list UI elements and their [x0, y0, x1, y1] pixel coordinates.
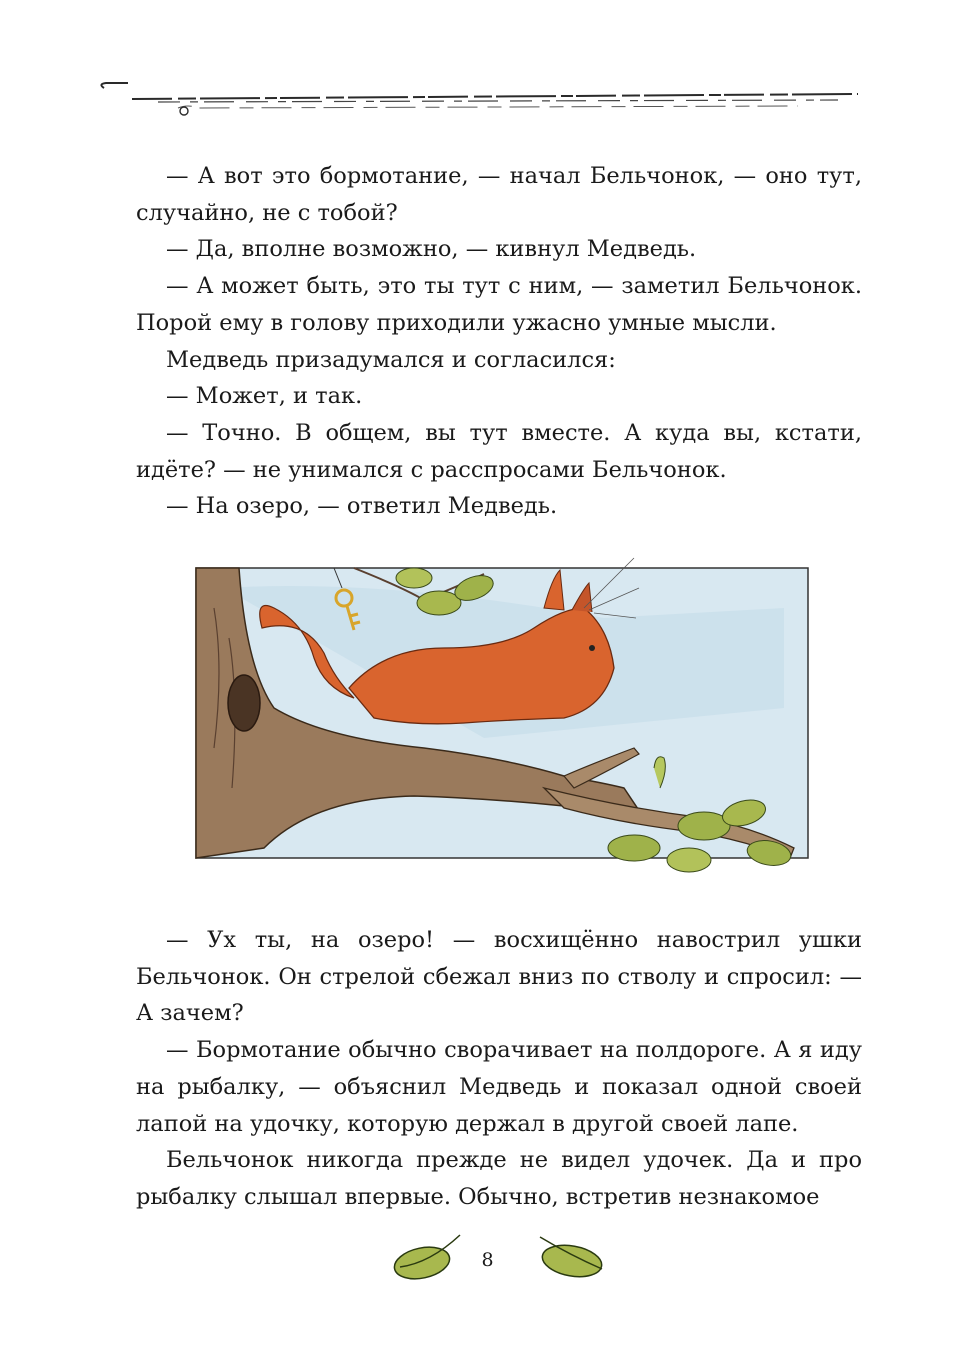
text-block-bottom: [136, 922, 862, 1216]
paragraph: — Может, и так.: [166, 383, 363, 410]
leaf: [667, 848, 711, 872]
leaf: [608, 835, 660, 861]
page-number: 8: [481, 1249, 494, 1271]
paragraph: — На озеро, — ответил Медведь.: [166, 493, 558, 520]
paragraph: — Да, вполне возможно, — кивнул Медведь.: [166, 236, 697, 263]
leaf: [396, 568, 432, 588]
paragraph: Бельчонок никогда прежде не видел удочек. Да и про рыбалку слышал впервые. Обычно, встретив незнакомое: [136, 1147, 862, 1210]
paragraph: — А вот это бормотание, — начал Бельчонок, — оно тут, случайно, не с тобой?: [136, 163, 862, 226]
paragraph: Медведь призадумался и согласился:: [166, 346, 616, 373]
leaf: [417, 591, 461, 615]
paragraph: — Ух ты, на озеро! — восхищённо навострил ушки Бельчонок. Он стрелой сбежал вниз по стволу и спросил: — А зачем?: [136, 927, 862, 1027]
squirrel-on-branch-illustration: [184, 548, 820, 898]
paragraph: — Точно. В общем, вы тут вместе. А куда вы, кстати, идёте? — не унимался с расспросами Бельчонок.: [136, 419, 862, 483]
header-decorative-rule: [98, 74, 868, 124]
paragraph: — А может быть, это ты тут с ним, — заметил Бельчонок. Порой ему в голову приходили ужасно умные мысли.: [136, 273, 862, 336]
paragraph: — Бормотание обычно сворачивает на полдороге. А я иду на рыбалку, — объяснил Медведь и показал одной своей лапой на удочку, которую держал в другой своей лапе.: [136, 1037, 862, 1137]
text-block-top: [136, 158, 862, 525]
tree-knot-hole: [228, 675, 260, 731]
